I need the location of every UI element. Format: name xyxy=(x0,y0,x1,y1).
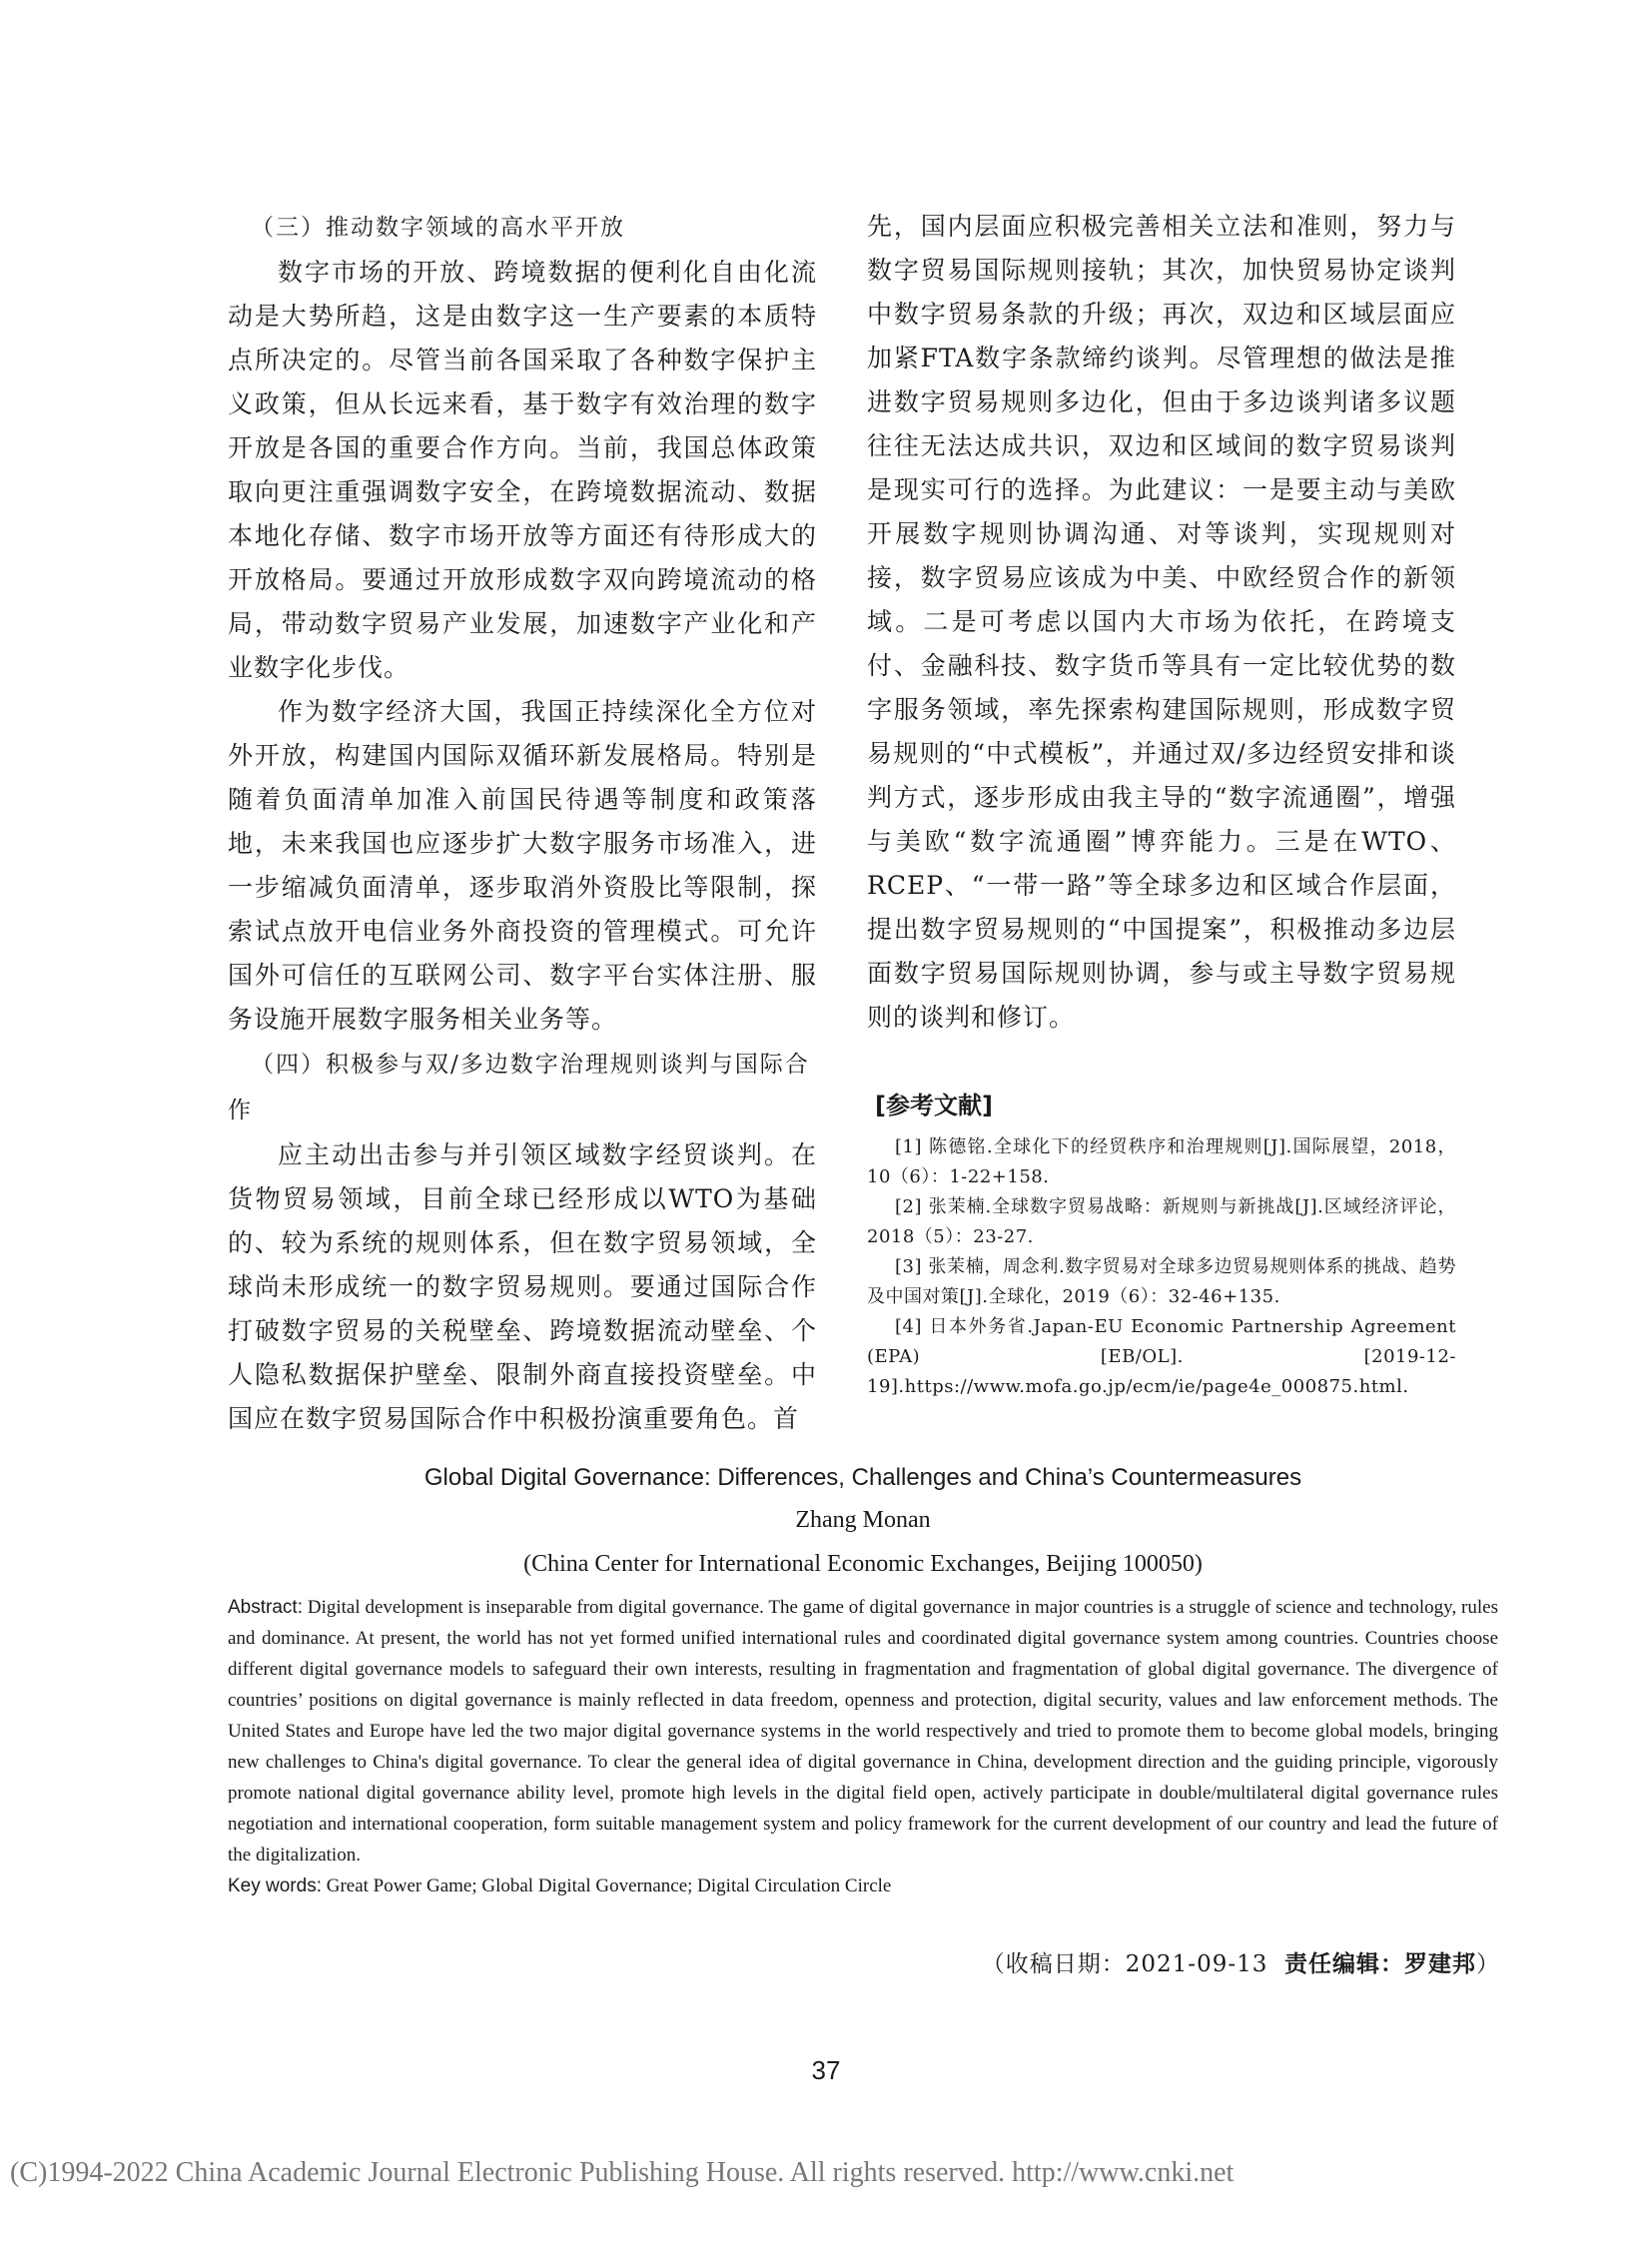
reference-item: [1] 陈德铭.全球化下的经贸秩序和治理规则[J].国际展望，2018，10（6）：1-22+158. xyxy=(867,1136,1456,1187)
closing-paren: ） xyxy=(1476,1951,1500,1977)
english-keywords xyxy=(228,1870,1498,1901)
keywords-text: Great Power Game; Global Digital Governance; Digital Circulation Circle xyxy=(321,1875,892,1896)
section3-paragraph-2: 作为数字经济大国，我国正持续深化全方位对外开放，构建国内国际双循环新发展格局。特别是随着负面清单加准入前国民待遇等制度和政策落地，未来我国也应逐步扩大数字服务市场准入，进一步缩减负面清单，逐步取消外资股比等限制，探索试点放开电信业务外商投资的管理模式。可允许国外可信任的互联网公司、数字平台实体注册、服务设施开展数字服务相关业务等。 xyxy=(228,697,817,1034)
section3-paragraph-1: 数字市场的开放、跨境数据的便利化自由化流动是大势所趋，这是由数字这一生产要素的本质特点所决定的。尽管当前各国采取了各种数字保护主义政策，但从长远来看，基于数字有效治理的数字开放是各国的重要合作方向。当前，我国总体政策取向更注重强调数字安全，在跨境数据流动、数据本地化存储、数字市场开放等方面还有待形成大的开放格局。要通过开放形成数字双向跨境流动的格局，带动数字贸易产业发展，加速数字产业化和产业数字化步伐。 xyxy=(228,258,817,682)
left-column xyxy=(228,205,817,1441)
abstract-text: Digital development is inseparable from digital governance. The game of digital governance in major countries is a struggle of science and technology, rules and dominance. At present, the world has not yet formed unified international rules and coordinated digital governance system among countries. Countries choose different digital governance models to safeguard their own interests, resulting in fragmentation and fragmentation of global digital governance. The divergence of countries’ positions on digital governance is mainly reflected in data freedom, openness and protection, digital security, values and law enforcement methods. The United States and Europe have led the two major digital governance systems in the world respectively and tried to promote them to become global models, bringing new challenges to China's digital governance. To clear the general idea of digital governance in China, development direction and the guiding principle, vigorously promote national digital governance ability level, promote high levels in the digital field open, actively participate in double/multilateral digital governance rules negotiation and international cooperation, form suitable management system and policy framework for the current development of our country and lead the future of the digitalization. xyxy=(228,1597,1498,1866)
keywords-label: Key words: xyxy=(228,1875,322,1896)
copyright-notice: (C)1994-2022 China Academic Journal Electronic Publishing House. All rights reserved. http://www.cnki.net xyxy=(10,2157,1235,2188)
reference-item: [3] 张茉楠，周念利.数字贸易对全球多边贸易规则体系的挑战、趋势及中国对策[J].全球化，2019（6）：32-46+135. xyxy=(867,1256,1456,1307)
reference-item: [2] 张茉楠.全球数字贸易战略：新规则与新挑战[J].区域经济评论，2018（5）：23-27. xyxy=(867,1196,1456,1247)
responsible-editor: 责任编辑：罗建邦 xyxy=(1284,1951,1476,1977)
english-author: Zhang Monan xyxy=(795,1507,931,1533)
right-column-continuation: 先，国内层面应积极完善相关立法和准则，努力与数字贸易国际规则接轨；其次，加快贸易协定谈判中数字贸易条款的升级；再次，双边和区域层面应加紧FTA数字条款缔约谈判。尽管理想的做法是推进数字贸易规则多边化，但由于多边谈判诸多议题往往无法达成共识，双边和区域间的数字贸易谈判是现实可行的选择。为此建议：一是要主动与美欧开展数字规则协调沟通、对等谈判，实现规则对接，数字贸易应该成为中美、中欧经贸合作的新领域。二是可考虑以国内大市场为依托，在跨境支付、金融科技、数字货币等具有一定比较优势的数字服务领域，率先探索构建国际规则，形成数字贸易规则的“中式模板”，并通过双/多边经贸安排和谈判方式，逐步形成由我主导的“数字流通圈”，增强与美欧“数字流通圈”博弈能力。三是在WTO、RCEP、“一带一路”等全球多边和区域合作层面，提出数字贸易规则的“中国提案”，积极推动多边层面数字贸易国际规则协调，参与或主导数字贸易规则的谈判和修订。 xyxy=(867,212,1456,1032)
section3-heading: （三）推动数字领域的高水平开放 xyxy=(251,215,625,241)
english-affiliation: (China Center for International Economic Exchanges, Beijing 100050) xyxy=(523,1551,1203,1577)
english-title: Global Digital Governance: Differences, Challenges and China’s Countermeasures xyxy=(423,1464,1302,1491)
reference-item: [4] 日本外务省.Japan-EU Economic Partnership Agreement (EPA) [EB/OL]. [2019-12-19].https://www.mofa.go.jp/ecm/ie/page4e_000875.html. xyxy=(867,1316,1456,1397)
right-column xyxy=(867,205,1456,1402)
english-abstract xyxy=(228,1592,1498,1870)
received-date: （收稿日期：2021-09-13 xyxy=(981,1951,1268,1977)
section4-paragraph-1: 应主动出击参与并引领区域数字经贸谈判。在货物贸易领域，目前全球已经形成以WTO为基础的、较为系统的规则体系，但在数字贸易领域，全球尚未形成统一的数字贸易规则。要通过国际合作打破数字贸易的关税壁垒、跨境数据流动壁垒、个人隐私数据保护壁垒、限制外商直接投资壁垒。中国应在数字贸易国际合作中积极扮演重要角色。首 xyxy=(228,1140,817,1433)
abstract-label: Abstract: xyxy=(228,1597,303,1618)
references-title: [参考文献] xyxy=(875,1092,993,1120)
received-date-line xyxy=(982,1945,1500,1978)
page-number: 37 xyxy=(811,2055,841,2085)
section4-heading: （四）积极参与双/多边数字治理规则谈判与国际合作 xyxy=(228,1052,810,1123)
english-abstract-block xyxy=(228,1458,1498,1901)
